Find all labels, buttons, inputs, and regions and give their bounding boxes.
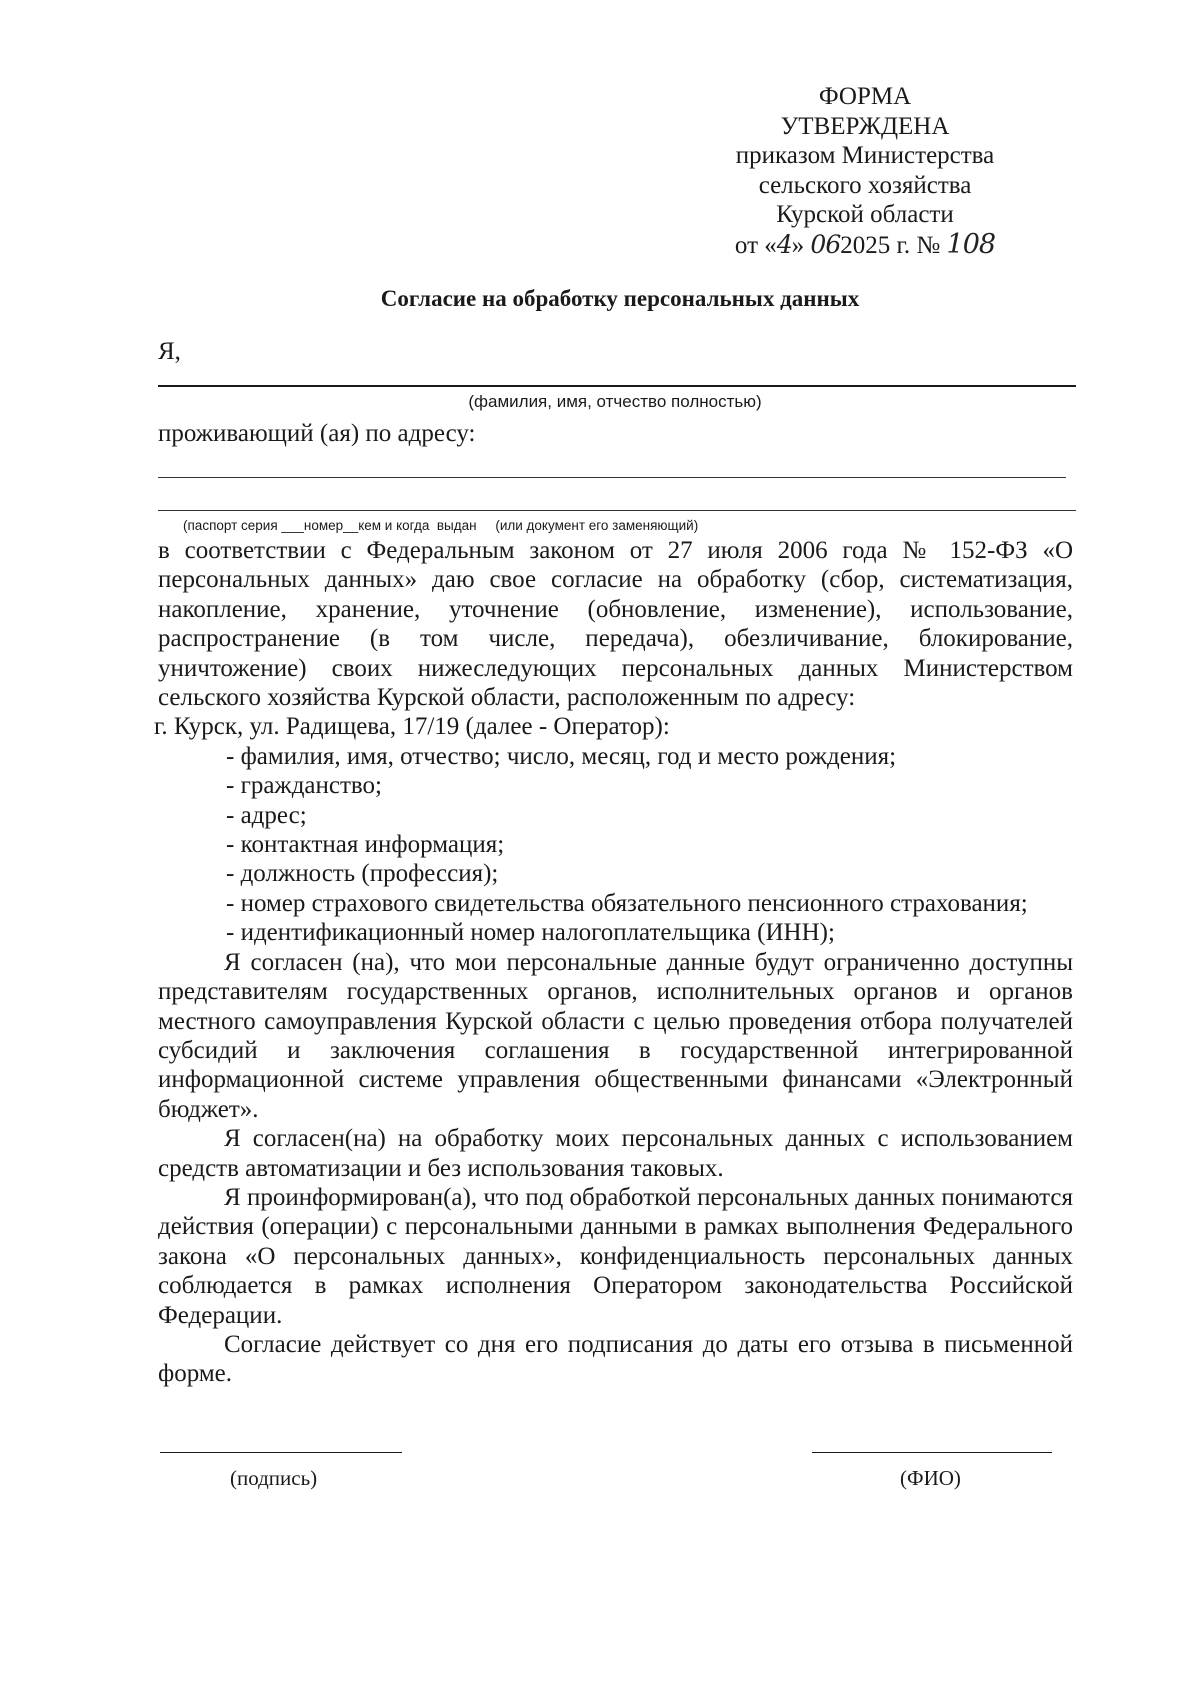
consent-body — [154, 536, 1073, 1389]
consent-lead-paragraph: в соответствии с Федеральным законом от 27 июля 2006 года № 152-ФЗ «О персональных данных» даю свое согласие на обработку (сбор, систематизация, накопление, хранение, уточнение (обновление, изменение), использование, распространение (в том числе, передача), обезличивание, блокирование, уничтожение) своих нижеследующих персональных данных Министерством сельского хозяйства Курской области, расположенным по адресу: — [158, 537, 1073, 712]
approval-line-ministry: сельского хозяйства — [758, 171, 972, 199]
address-label: проживающий (ая) по адресу: — [158, 420, 476, 447]
handwritten-day: 4 — [776, 229, 792, 259]
passport-caption: (паспорт серия ___номер__кем и когда выдан (или документ его заменяющий) — [183, 518, 699, 533]
list-item: - должность (профессия); — [226, 860, 499, 888]
validity-paragraph: Согласие действует со дня его подписания до даты его отзыва в письменной форме. — [158, 1330, 1073, 1388]
list-item: - номер страхового свидетельства обязательного пенсионного страхования; — [226, 889, 1028, 917]
automation-paragraph: Я согласен(на) на обработку моих персональных данных с использованием средств автоматизации и без использования таковых. — [158, 1125, 1073, 1182]
handwritten-order-number: 108 — [946, 228, 996, 260]
list-item: - идентификационный номер налогоплательщика (ИНН); — [226, 919, 835, 947]
signature-caption: (подпись) — [230, 1466, 318, 1490]
fio-caption: (фамилия, имя, отчество полностью) — [468, 392, 762, 411]
fio-signature-fill-line[interactable] — [812, 1452, 1052, 1453]
passport-fill-line[interactable] — [158, 510, 1076, 511]
fio-signature-caption: (ФИО) — [900, 1466, 961, 1490]
fio-fill-line[interactable] — [158, 385, 1076, 387]
date-prefix: от « — [734, 231, 777, 259]
informed-paragraph: Я проинформирован(а), что под обработкой персональных данных понимаются действия (операции) с персональными данными в рамках выполнения Федерального закона «О персональных данных», конфиденциальность персональных данных соблюдается в рамках исполнения Оператором законодательства Российской Федерации. — [158, 1183, 1073, 1329]
list-item: - гражданство; — [226, 772, 382, 800]
date-day-close: » — [791, 231, 805, 259]
approval-line-region: Курской области — [776, 201, 954, 228]
list-item: - адрес; — [226, 801, 307, 829]
approval-line-approved: УТВЕРЖДЕНА — [780, 112, 950, 140]
approval-date-line — [700, 230, 1030, 261]
approval-stamp-block — [700, 82, 1030, 260]
date-year-text: 2025 г. № — [840, 231, 941, 259]
list-item: - фамилия, имя, отчество; число, месяц, год и место рождения; — [226, 742, 897, 770]
approval-line-order: приказом Министерства — [735, 142, 995, 169]
document-title: Согласие на обработку персональных данных — [380, 286, 860, 311]
address-fill-line[interactable] — [158, 477, 1066, 478]
list-item: - контактная информация; — [226, 831, 505, 859]
approval-line-form: ФОРМА — [818, 83, 912, 110]
personal-data-list — [158, 742, 1073, 948]
operator-address: г. Курск, ул. Радищева, 17/19 (далее - Оператор): — [154, 713, 670, 741]
access-paragraph: Я согласен (на), что мои персональные данные будут ограниченно доступны представителям государственных органов, исполнительных органов и органов местного самоуправления Курской области с целью проведения отбора получателей субсидий и заключения соглашения в государственной интегрированной информационной системе управления общественными финансами «Электронный бюджет». — [158, 948, 1073, 1123]
ya-label: Я, — [158, 338, 181, 365]
handwritten-month: 06 — [810, 229, 841, 259]
signature-fill-line[interactable] — [160, 1452, 402, 1453]
